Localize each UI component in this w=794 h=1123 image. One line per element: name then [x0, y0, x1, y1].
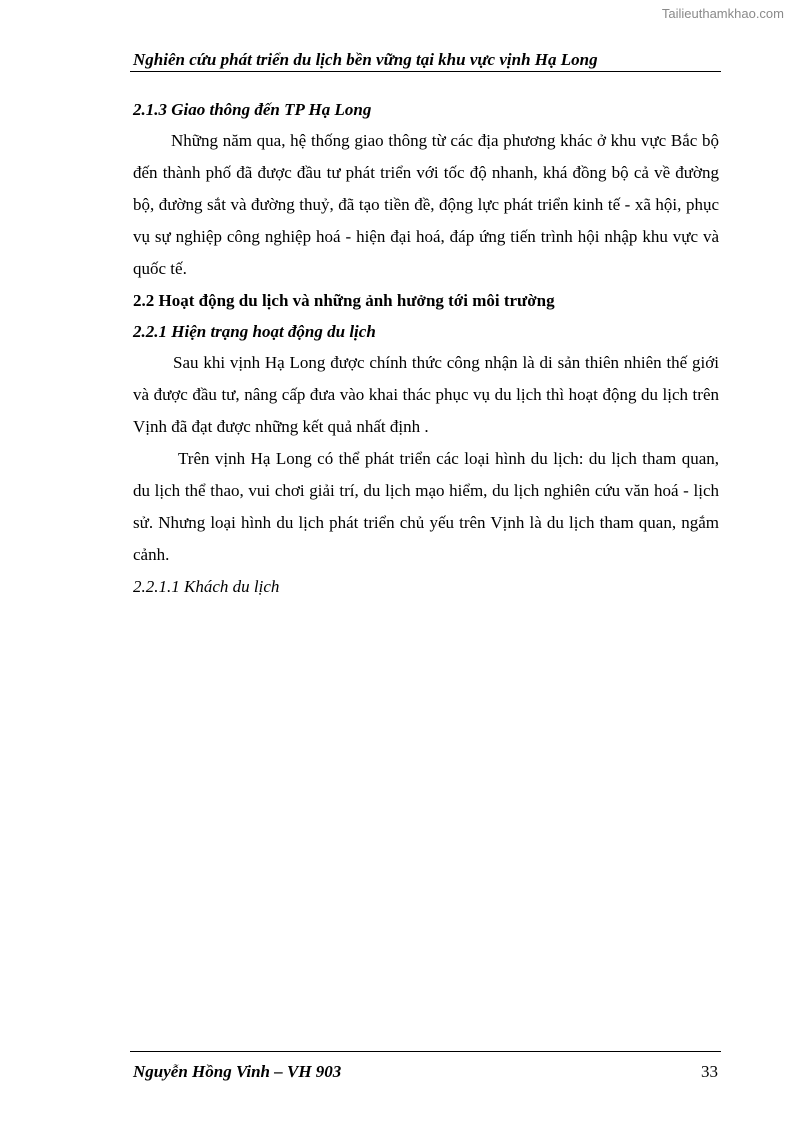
heading-2-2-1: 2.2.1 Hiện trạng hoạt động du lịch	[133, 322, 376, 341]
paragraph-tourism-status: Sau khi vịnh Hạ Long được chính thức công nhận là di sản thiên nhiên thế giới và được đầu tư, nâng cấp đưa vào khai thác phục vụ du lịch thì hoạt động du lịch trên Vịnh đã đạt được những kết quả nhất định .	[133, 353, 719, 436]
footer-author: Nguyễn Hồng Vinh – VH 903	[133, 1062, 342, 1081]
heading-2-2: 2.2 Hoạt động du lịch và những ảnh hưởng tới môi trường	[133, 291, 555, 310]
page-number: 33	[701, 1062, 718, 1081]
running-header-title: Nghiên cứu phát triển du lịch bền vững tại khu vực vịnh Hạ Long	[133, 50, 598, 69]
page-body	[133, 94, 719, 602]
header-divider	[130, 71, 721, 72]
heading-2-1-3: 2.1.3 Giao thông đến TP Hạ Long	[133, 100, 372, 119]
watermark-text: Tailieuthamkhao.com	[661, 6, 784, 21]
heading-2-2-1-1: 2.2.1.1 Khách du lịch	[133, 577, 280, 596]
paragraph-transport: Những năm qua, hệ thống giao thông từ các địa phương khác ở khu vực Bắc bộ đến thành phố đã được đầu tư phát triển với tốc độ nhanh, khá đồng bộ cả về đường bộ, đường sắt và đường thuỷ, đã tạo tiền đề, động lực phát triển kinh tế - xã hội, phục vụ sự nghiệp công nghiệp hoá - hiện đại hoá, đáp ứng tiến trình hội nhập khu vực và quốc tế.	[133, 131, 719, 278]
paragraph-tourism-types: Trên vịnh Hạ Long có thể phát triển các loại hình du lịch: du lịch tham quan, du lịch thể thao, vui chơi giải trí, du lịch mạo hiểm, du lịch nghiên cứu văn hoá - lịch sử. Nhưng loại hình du lịch phát triển chủ yếu trên Vịnh là du lịch tham quan, ngắm cảnh.	[133, 449, 719, 564]
